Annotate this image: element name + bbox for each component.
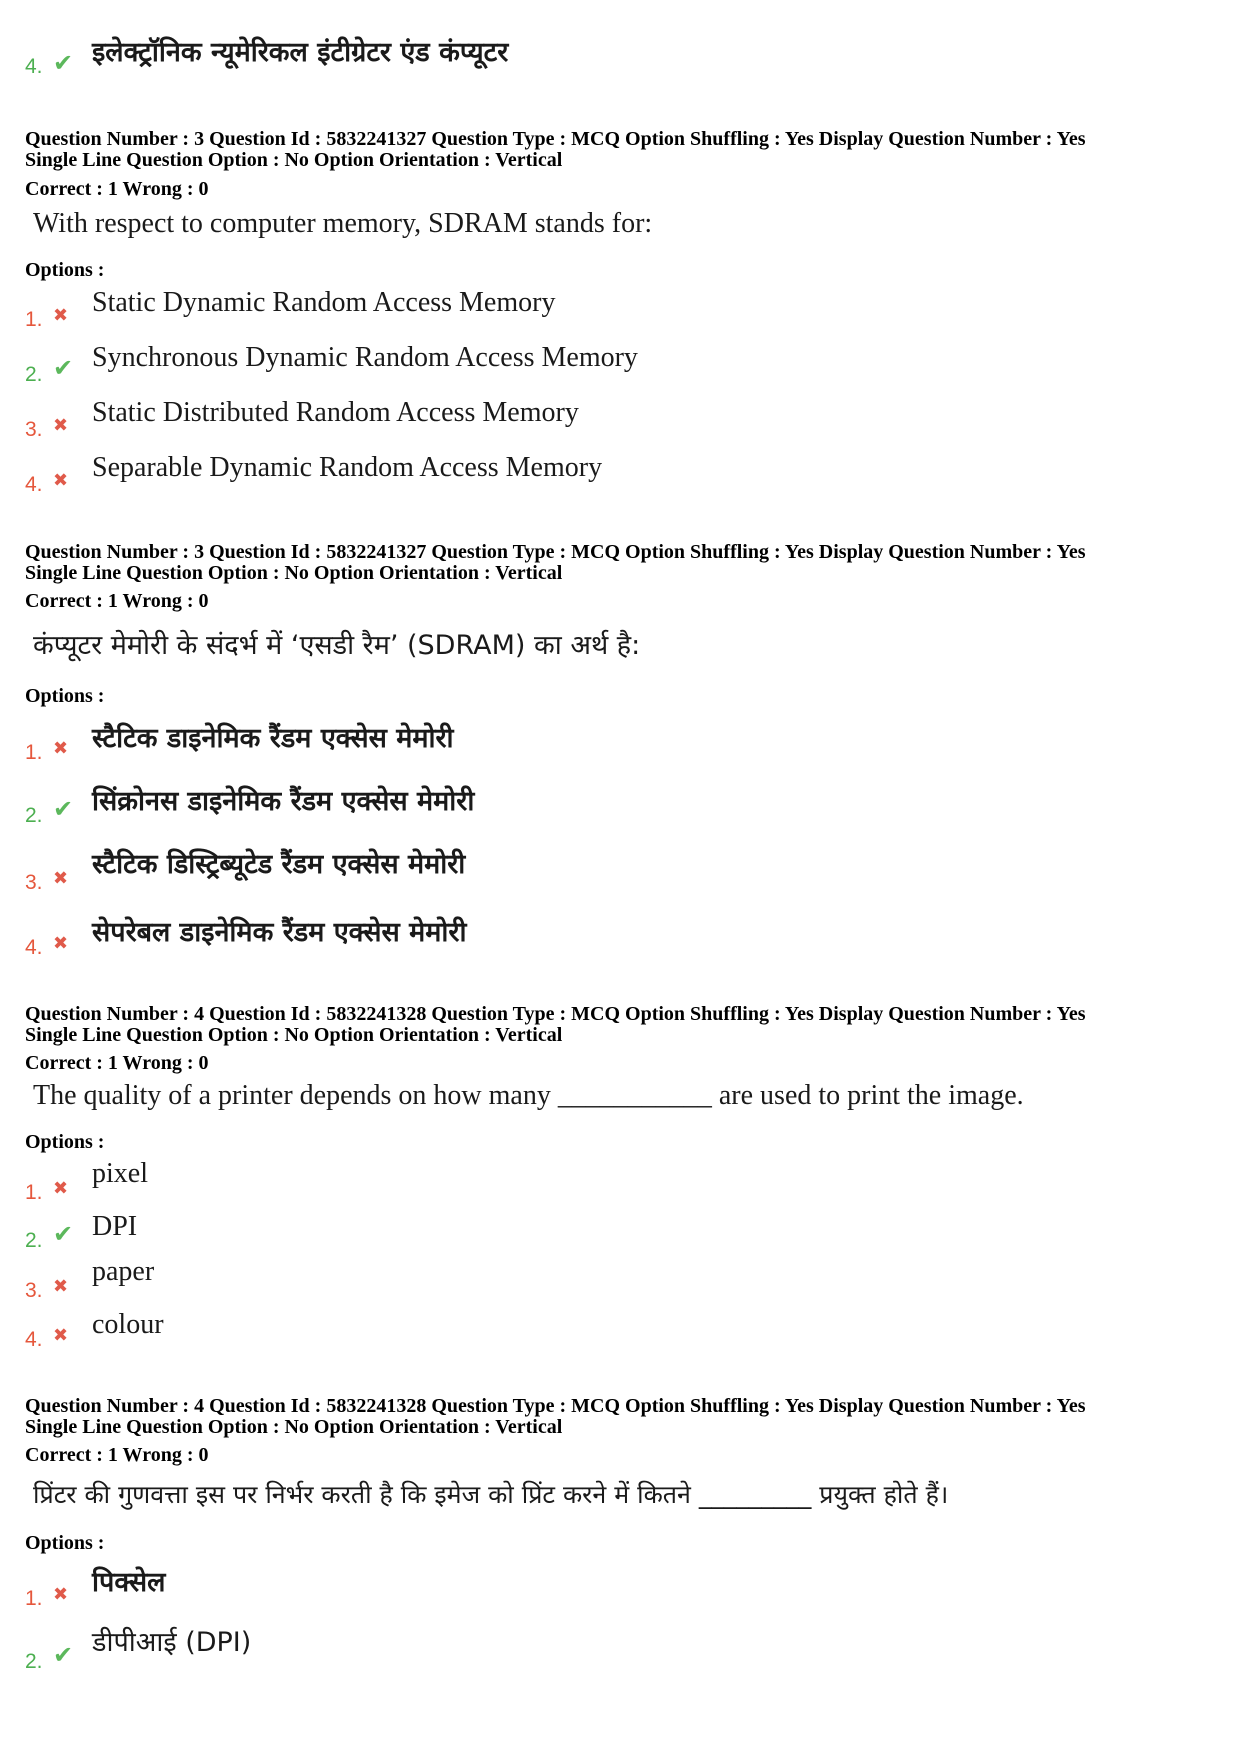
question-meta-line1: Question Number : 4 Question Id : 5832241328 Question Type : MCQ Option Shuffling : Yes Display Question Number : Yes xyxy=(25,1003,1086,1025)
option-number: 2. xyxy=(25,1229,43,1252)
option-number: 1. xyxy=(25,1181,43,1204)
option-text: colour xyxy=(92,1309,164,1340)
question-text: कंप्यूटर मेमोरी के संदर्भ में ‘एसडी रैम’ (SDRAM) का अर्थ है: xyxy=(33,630,641,661)
question-text: The quality of a printer depends on how many ___________ are used to print the image. xyxy=(33,1080,1024,1111)
option-text: Static Dynamic Random Access Memory xyxy=(92,287,556,318)
wrong-cross-icon: ✖ xyxy=(53,1276,69,1297)
option-text: डीपीआई (DPI) xyxy=(92,1627,252,1658)
option-number: 2. xyxy=(25,804,43,827)
options-label: Options : xyxy=(25,259,105,281)
wrong-cross-icon: ✖ xyxy=(53,868,69,889)
question-meta-line1: Question Number : 3 Question Id : 5832241327 Question Type : MCQ Option Shuffling : Yes Display Question Number : Yes xyxy=(25,128,1086,150)
wrong-cross-icon: ✖ xyxy=(53,933,69,954)
option-number: 4. xyxy=(25,936,43,959)
option-text: सिंक्रोनस डाइनेमिक रैंडम एक्सेस मेमोरी xyxy=(92,786,475,817)
option-text: paper xyxy=(92,1256,155,1287)
wrong-cross-icon: ✖ xyxy=(53,1178,69,1199)
option-number: 4. xyxy=(25,473,43,496)
option-text: स्टैटिक डाइनेमिक रैंडम एक्सेस मेमोरी xyxy=(92,723,454,754)
option-text: Separable Dynamic Random Access Memory xyxy=(92,452,603,483)
wrong-cross-icon: ✖ xyxy=(53,1584,69,1605)
wrong-cross-icon: ✖ xyxy=(53,1325,69,1346)
correct-check-icon: ✔ xyxy=(53,795,74,823)
options-label: Options : xyxy=(25,1532,105,1554)
option-text: इलेक्ट्रॉनिक न्यूमेरिकल इंटीग्रेटर एंड कंप्यूटर xyxy=(92,37,509,68)
question-text: प्रिंटर की गुणवत्ता इस पर निर्भर करती है कि इमेज को प्रिंट करने में कितने _________ प्रयुक्त होते हैं। xyxy=(33,1480,949,1509)
option-number: 3. xyxy=(25,871,43,894)
options-label: Options : xyxy=(25,1131,105,1153)
option-number: 3. xyxy=(25,418,43,441)
option-text: DPI xyxy=(92,1211,138,1242)
option-text: Synchronous Dynamic Random Access Memory xyxy=(92,342,638,373)
question-text: With respect to computer memory, SDRAM stands for: xyxy=(33,208,653,239)
wrong-cross-icon: ✖ xyxy=(53,470,69,491)
correct-check-icon: ✔ xyxy=(53,49,74,77)
question-meta-line1: Question Number : 3 Question Id : 5832241327 Question Type : MCQ Option Shuffling : Yes Display Question Number : Yes xyxy=(25,541,1086,563)
question-score: Correct : 1 Wrong : 0 xyxy=(25,1444,209,1466)
option-number: 1. xyxy=(25,308,43,331)
question-score: Correct : 1 Wrong : 0 xyxy=(25,178,209,200)
wrong-cross-icon: ✖ xyxy=(53,415,69,436)
option-number: 1. xyxy=(25,1587,43,1610)
option-number: 2. xyxy=(25,1650,43,1673)
option-number: 1. xyxy=(25,741,43,764)
options-label: Options : xyxy=(25,685,105,707)
option-text: स्टैटिक डिस्ट्रिब्यूटेड रैंडम एक्सेस मेमोरी xyxy=(92,849,466,880)
option-number: 4. xyxy=(25,1328,43,1351)
question-meta-line2: Single Line Question Option : No Option Orientation : Vertical xyxy=(25,562,563,584)
option-number: 4. xyxy=(25,55,43,78)
question-meta-line2: Single Line Question Option : No Option Orientation : Vertical xyxy=(25,1416,563,1438)
question-score: Correct : 1 Wrong : 0 xyxy=(25,590,209,612)
option-text: सेपरेबल डाइनेमिक रैंडम एक्सेस मेमोरी xyxy=(92,917,467,948)
option-number: 3. xyxy=(25,1279,43,1302)
option-number: 2. xyxy=(25,363,43,386)
question-meta-line2: Single Line Question Option : No Option Orientation : Vertical xyxy=(25,1024,563,1046)
question-meta-line1: Question Number : 4 Question Id : 5832241328 Question Type : MCQ Option Shuffling : Yes Display Question Number : Yes xyxy=(25,1395,1086,1417)
wrong-cross-icon: ✖ xyxy=(53,738,69,759)
option-text: pixel xyxy=(92,1158,148,1189)
correct-check-icon: ✔ xyxy=(53,1220,74,1248)
option-text: पिक्सेल xyxy=(92,1567,166,1598)
question-score: Correct : 1 Wrong : 0 xyxy=(25,1052,209,1074)
option-text: Static Distributed Random Access Memory xyxy=(92,397,579,428)
correct-check-icon: ✔ xyxy=(53,354,74,382)
question-meta-line2: Single Line Question Option : No Option Orientation : Vertical xyxy=(25,149,563,171)
correct-check-icon: ✔ xyxy=(53,1641,74,1669)
wrong-cross-icon: ✖ xyxy=(53,305,69,326)
